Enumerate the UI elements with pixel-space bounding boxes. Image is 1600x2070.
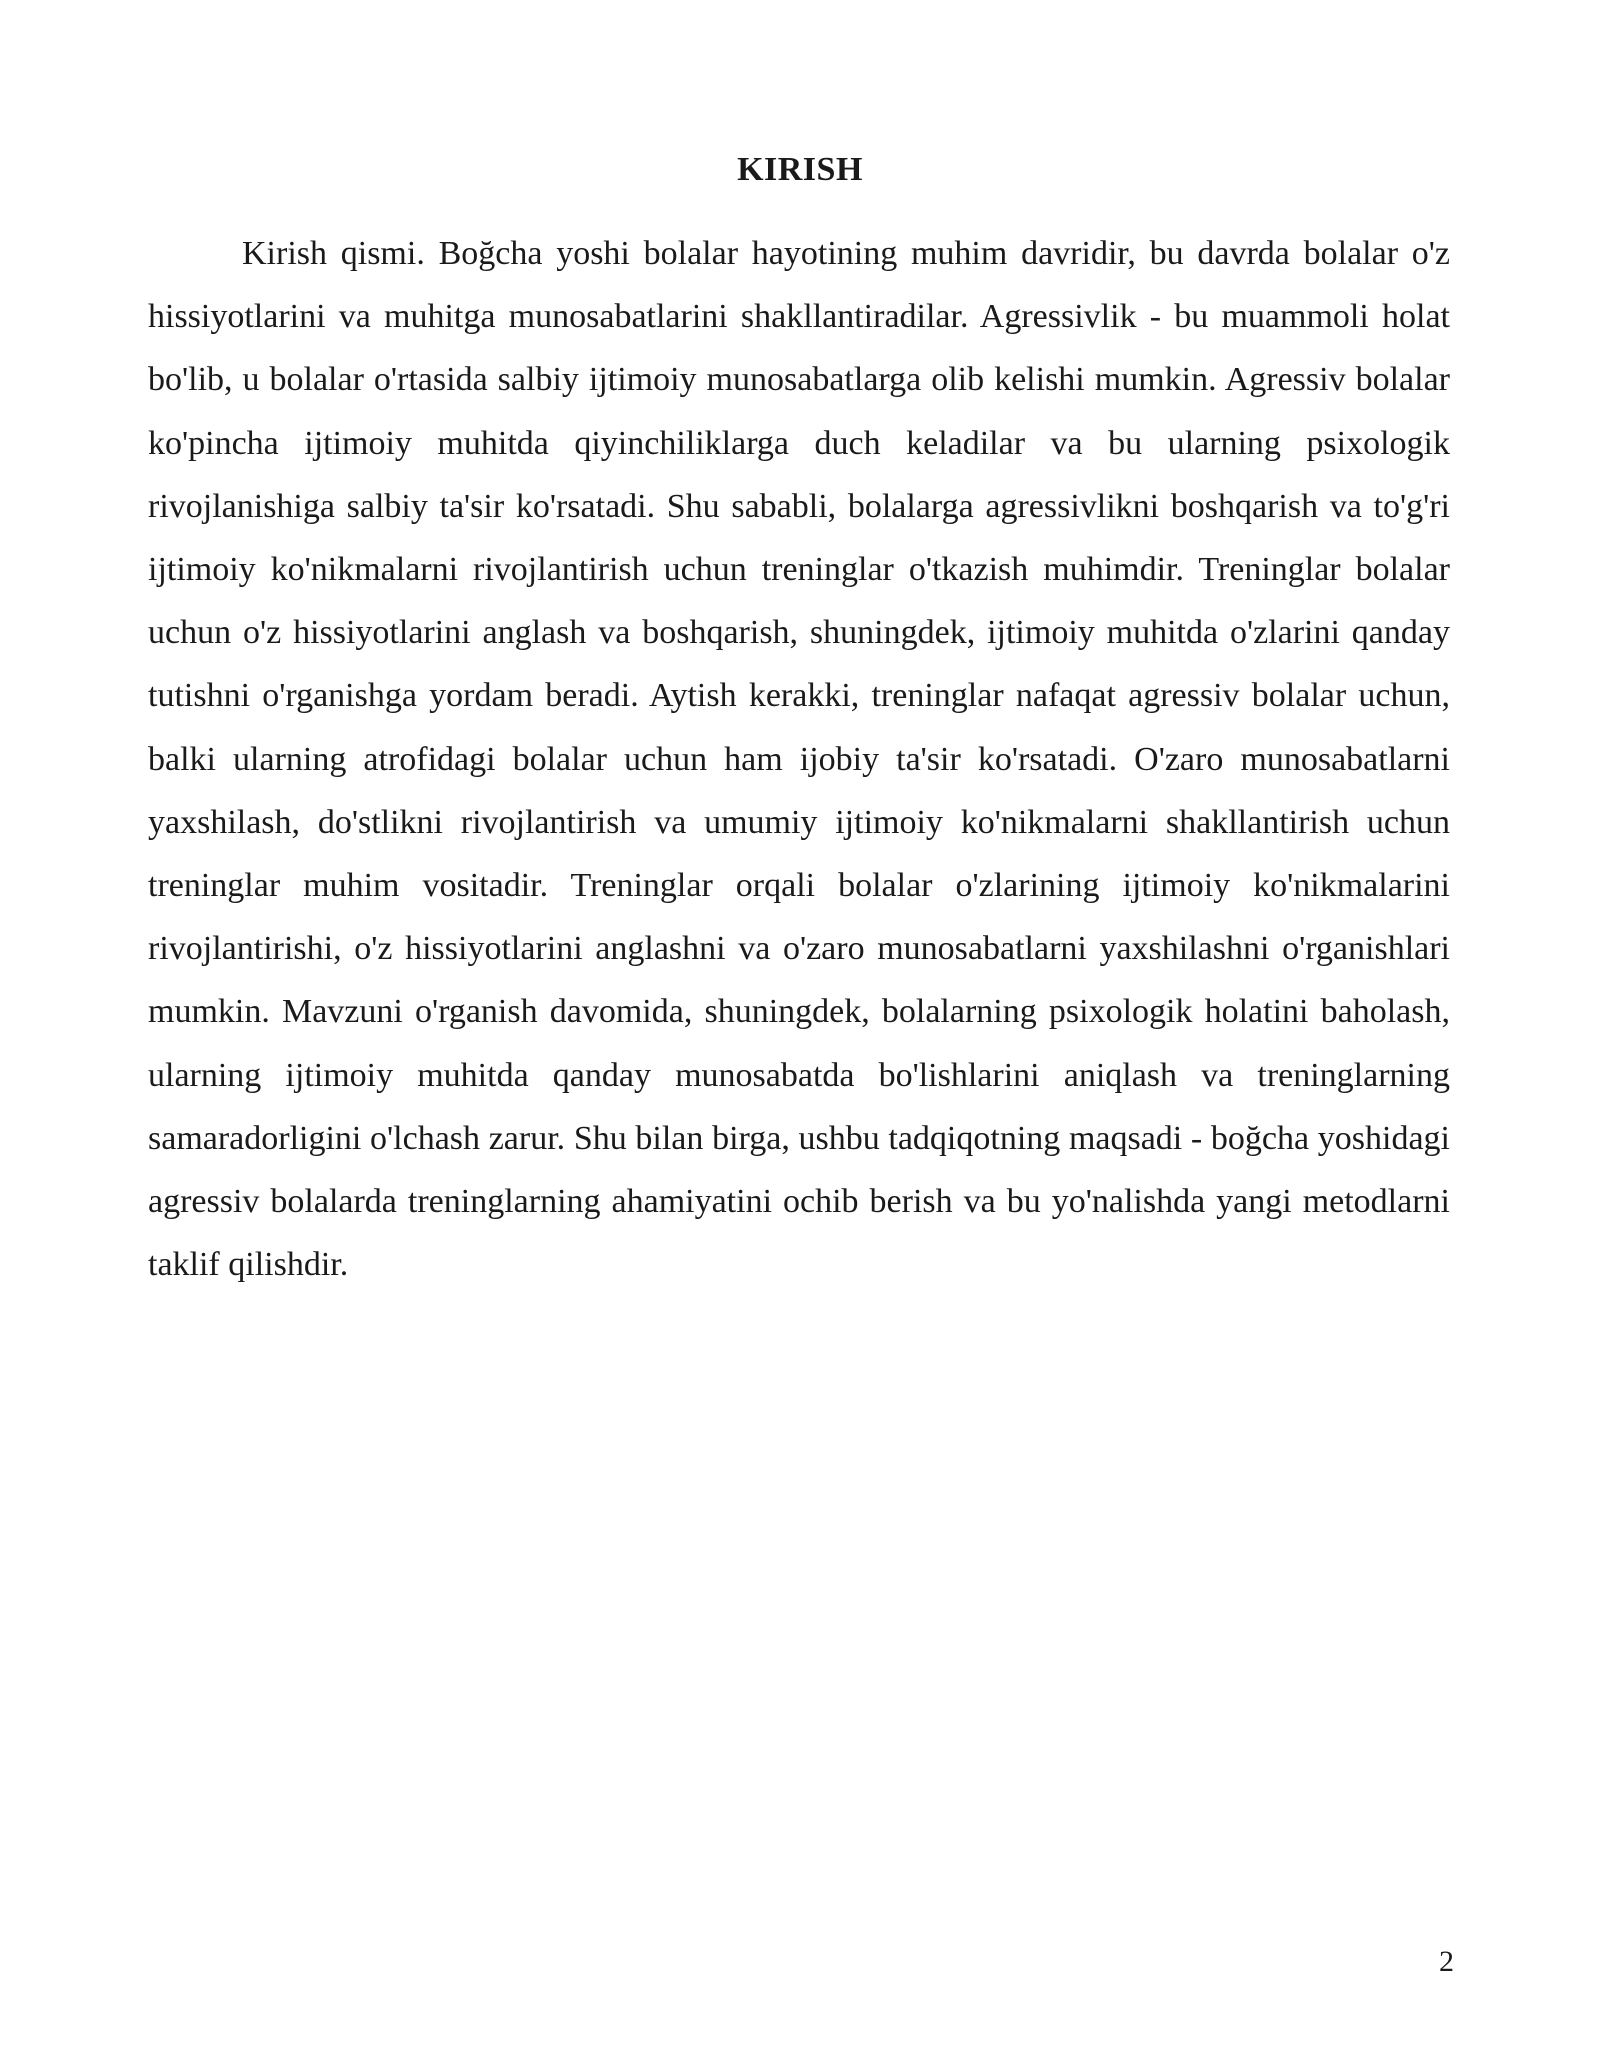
page-number: 2 (1439, 1945, 1454, 1978)
section-title: KIRISH (737, 151, 863, 188)
body-paragraph: Kirish qismi. Boğcha yoshi bolalar hayotining muhim davridir, bu davrda bolalar o'z hissiyotlarini va muhitga munosabatlarini shakllantiradilar. Agressivlik - bu muammoli holat bo'lib, u bolalar o'rtasida salbiy ijtimoiy munosabatlarga olib kelishi mumkin. Agressiv bolalar ko'pincha ijtimoiy muhitda qiyinchiliklarga duch keladilar va bu ularning psixologik rivojlanishiga salbiy ta'sir ko'rsatadi. Shu sababli, bolalarga agressivlikni boshqarish va to'g'ri ijtimoiy ko'nikmalarni rivojlantirish uchun treninglar o'tkazish muhimdir. Treninglar bolalar uchun o'z hissiyotlarini anglash va boshqarish, shuningdek, ijtimoiy muhitda o'zlarini qanday tutishni o'rganishga yordam beradi. Aytish kerakki, treninglar nafaqat agressiv bolalar uchun, balki ularning atrofidagi bolalar uchun ham ijobiy ta'sir ko'rsatadi. O'zaro munosabatlarni yaxshilash, do'stlikni rivojlantirish va umumiy ijtimoiy ko'nikmalarni shakllantirish uchun treninglar muhim vositadir. Treninglar orqali bolalar o'zlarining ijtimoiy ko'nikmalarini rivojlantirishi, o'z hissiyotlarini anglashni va o'zaro munosabatlarni yaxshilashni o'rganishlari mumkin. Mavzuni o'rganish davomida, shuningdek, bolalarning psixologik holatini baholash, ularning ijtimoiy muhitda qanday munosabatda bo'lishlarini aniqlash va treninglarning samaradorligini o'lchash zarur. Shu bilan birga, ushbu tadqiqotning maqsadi - boğcha yoshidagi agressiv bolalarda treninglarning ahamiyatini ochib berish va bu yo'nalishda yangi metodlarni taklif qilishdir. (148, 235, 1450, 1284)
